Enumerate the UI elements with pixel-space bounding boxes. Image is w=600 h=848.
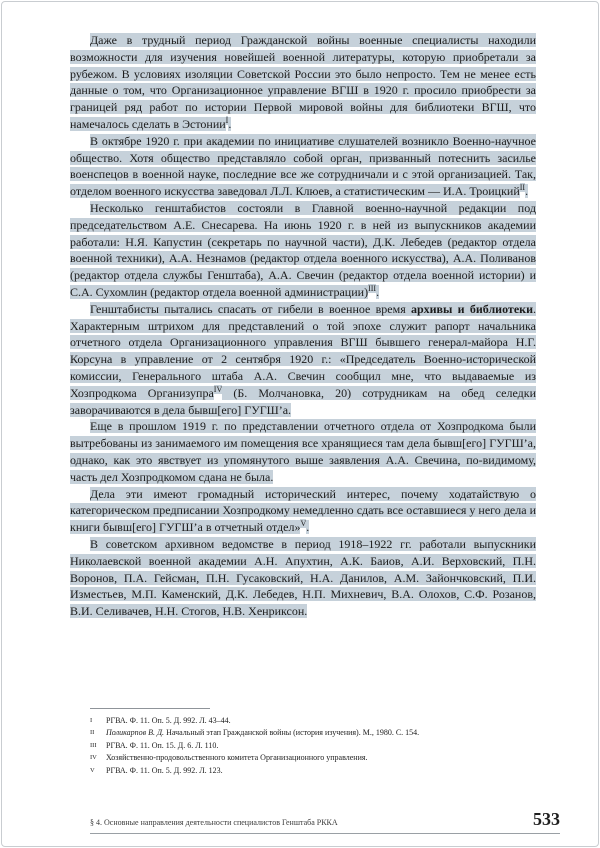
text-run: В советском архивном ведомстве в период 1918–1922 гг. работали выпускники Николаевской военной академии А.Н. Апухтин, А.К. Баиов, А.И. Верховский, П.Н. Воронов, П.А. Гейсман, П.Н. Гусаковский, Н.А. Данилов, А.М. Зайончковский, П.И. Изместьев, М.П. Каменский, Д.К. Лебедев, Н.П. Михневич, В.А. Олохов, С.Ф. Розанов, В.И. Селивачев, Н.Н. Стогов, Н.В. Хенриксон. xyxy=(70,536,536,619)
footnote-marker: IV xyxy=(90,754,97,762)
footnote xyxy=(90,752,542,764)
text-run: Поликарпов В. Д. xyxy=(106,728,165,738)
text-run: . xyxy=(228,116,232,131)
text-run: Генштабисты пытались спасать от гибели в военное время xyxy=(90,301,411,316)
text-run: . xyxy=(525,184,529,199)
text-run: . xyxy=(306,520,310,535)
text-run: Начальный этап Гражданской войны (история изучения). М., 1980. С. 154. xyxy=(164,728,420,738)
paragraph xyxy=(70,301,536,419)
paragraph xyxy=(70,32,536,133)
text-run: РГВА. Ф. 11. Оп. 15. Д. 6. Л. 110. xyxy=(106,740,219,750)
footnote-marker: II xyxy=(90,729,95,737)
text-run: Несколько генштабистов состояли в Главной военно-научной редакции под председательством А.Е. Снесарева. На июнь 1920 г. в ней из выпускников академии работали: Н.Я. Капустин (секретарь по научной части), Д.К. Лебедев (редактор отдела военной техники), А.А. Незнамов (редактор отдела военного искусства), А.А. Поливанов (редактор отдела службы Генштаба), А.А. Свечин (редактор отдела военной истории) и С.А. Сухомлин (редактор отдела военной администрации) xyxy=(70,200,536,299)
text-run: РГВА. Ф. 11. Оп. 5. Д. 992. Л. 123. xyxy=(106,765,223,775)
text-run: Даже в трудный период Гражданской войны военные специалисты находили возможности для изучения новейшей военной литературы, которую приобретали за рубежом. В условиях изоляции Советской России это было непросто. Тем не менее есть данные о том, что Организационное управление ВГШ в 1920 г. просило приобрести за границей ряд работ по истории Первой мировой войны для библиотеки ВГШ, что намечалось сделать в Эстонии xyxy=(70,33,536,131)
footnote-marker: V xyxy=(90,766,95,774)
footnote-ref: IV xyxy=(213,384,223,394)
footnote xyxy=(90,727,542,739)
footnote-ref: V xyxy=(300,519,307,529)
footnote xyxy=(90,765,542,777)
book-page xyxy=(1,1,599,847)
footnote-ref: III xyxy=(368,283,377,293)
text-run: Хозяйственно-продовольственного комитета Организационного управления. xyxy=(106,753,368,763)
text-run: (Б. Молчановка, 20) сотрудникам на обед селедки заворачиваются в дела бывш[его] ГУГШ’а. xyxy=(70,385,537,417)
page-body xyxy=(70,32,536,620)
text-run: . Характерным штрихом для представлений о той эпохе служит рапорт начальника отчетного отдела Организационного управления ВГШ бывшего генерал-майора Н.Г. Корсуна в управление от 2 сентября 1920 г.: «Председатель Военно-исторической комиссии, Генерального штаба А.А. Свечин сообщил мне, что выдаваемые из Хозпродкома Организупра xyxy=(70,301,536,400)
paragraph xyxy=(70,418,536,485)
text-run: архивы и библиотеки xyxy=(410,301,533,316)
footnote-marker: III xyxy=(90,741,97,749)
text-run: В октябре 1920 г. при академии по инициативе слушателей возникло Военно-научное общество. Хотя общество представляло собой орган, призванный потеснить засилье военспецов в военной науке, последние все же сотрудничали и с этой организацией. Так, отделом военного искусства заведовал Л.Л. Клюев, а статистическим — И.А. Троицкий xyxy=(70,133,536,199)
page-footer xyxy=(90,806,560,834)
footnote xyxy=(90,740,542,752)
paragraph xyxy=(70,486,536,536)
paragraph xyxy=(70,536,536,620)
running-footer-title: § 4. Основные направления деятельности специалистов Генштаба РККА xyxy=(90,818,338,827)
text-run: Еще в прошлом 1919 г. по представлении отчетного отдела от Хозпродкома были вытребованы из занимаемого им помещения все хранящиеся там дела бывш[его] ГУГШ’а, однако, как это явствует из упомянутого выше заявления А.А. Свечина, по-видимому, часть дел Хозпродкомом сдана не была. xyxy=(70,419,536,484)
paragraph xyxy=(70,200,536,301)
footnotes-block xyxy=(90,715,542,777)
footnote-marker: I xyxy=(90,717,93,724)
footnote-ref: II xyxy=(519,183,526,193)
text-run: . xyxy=(376,284,380,299)
footnote xyxy=(90,715,542,727)
page-number: 533 xyxy=(533,809,560,829)
text-run: РГВА. Ф. 11. Оп. 5. Д. 992. Л. 43–44. xyxy=(106,716,231,725)
text-run: Дела эти имеют громадный исторический интерес, почему ходатайствую о категорическом предписании Хозпродкому немедленно сдать все оставшиеся у него дела и книги бывш[его] ГУГШ’а в отчетный отдел» xyxy=(70,486,536,535)
footnote-ref: I xyxy=(225,115,229,125)
paragraph xyxy=(70,133,536,200)
footnote-separator xyxy=(90,708,210,709)
